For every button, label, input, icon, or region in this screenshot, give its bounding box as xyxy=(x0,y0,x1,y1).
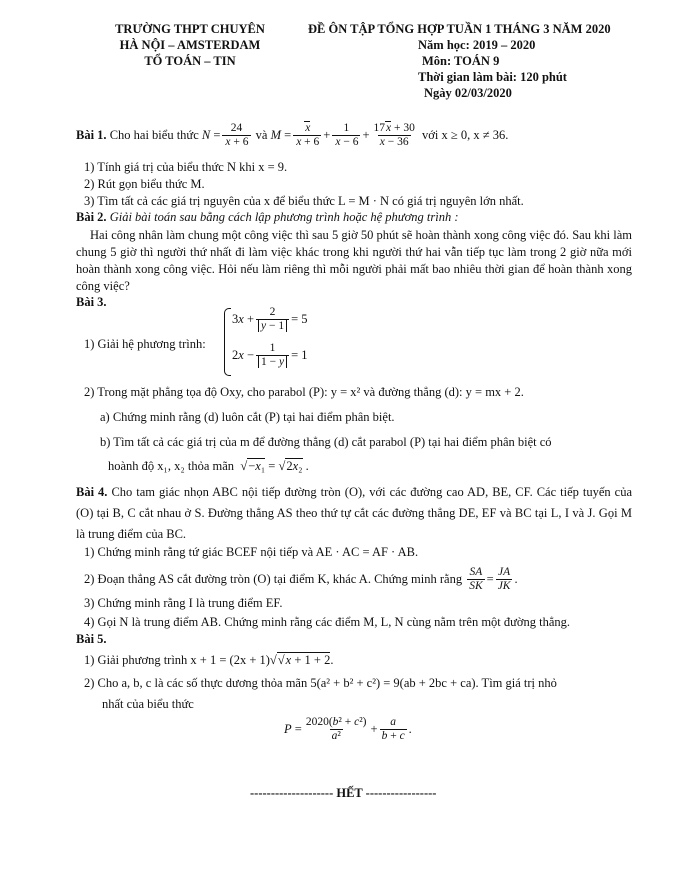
bai5-q1: 1) Giải phương trình x + 1 = (2x + 1)√√x + 1 + 2. xyxy=(84,653,334,667)
bai5-expression-P: P = $\frac{\text{2020(b² + c²)}}{\text{a²}}$ + $\frac{a}{b + c}$ . xyxy=(284,716,412,742)
bai5-q2-line1: 2) Cho a, b, c là các số thực dương thỏa mãn 5(a² + b² + c²) = 9(ab + 2bc + ca). Tìm giá trị nhỏ xyxy=(84,676,557,690)
subject: Môn: TOÁN 9 xyxy=(422,54,500,68)
school-name-line1: TRƯỜNG THPT CHUYÊN xyxy=(115,22,265,36)
bai4-q4: 4) Gọi N là trung điểm AB. Chứng minh rằng các điểm M, L, N cùng nằm trên một đường thẳng. xyxy=(84,615,571,629)
bai1-q1: 1) Tính giá trị của biểu thức N khi x = 9. xyxy=(84,160,288,174)
end-marker: -------------------- HẾT ----------------- xyxy=(250,786,437,800)
department: TỔ TOÁN – TIN xyxy=(144,54,236,68)
system-eq2: 2 x − $\frac{1}{1 - y}$ = 1 xyxy=(232,342,308,368)
bai1-statement: Bài 1. Cho hai biểu thức N = $\frac{24}{x + 6}$ và M = $\frac{x}{x + 6}$ + $\frac{1}{x - 6}$ + $\frac{17x + 30}{x - 36}$ với x ≥ 0, x ≠ 36. xyxy=(76,122,509,148)
bai3-q1: 1) Giải hệ phương trình: xyxy=(84,337,206,351)
bai4-q3: 3) Chứng minh rằng I là trung điểm EF. xyxy=(84,596,283,610)
bai1-q3: 3) Tìm tất cả các giá trị nguyên của x để biểu thức L = M · N có giá trị nguyên lớn nhất. xyxy=(84,194,524,208)
school-name-line2: HÀ NỘI – AMSTERDAM xyxy=(119,38,261,52)
bai2-problem-text: Hai công nhân làm chung một công việc thì sau 5 giờ 50 phút sẽ hoàn thành xong công việc đó. Sau khi làm chung 5 giờ thì người thứ nhất đi làm việc khác trong khi người thứ hai vẫn tiếp tục làm trong 2 giờ nữa mới hoàn thành xong công việc. Hỏi nếu làm riêng thì mỗi người phải mất bao nhiêu thời gian để hoàn thành xong công việc? xyxy=(76,228,632,293)
bai4-q1: 1) Chứng minh rằng tứ giác BCEF nội tiếp và AE · AC = AF · AB. xyxy=(84,545,419,559)
bai3-qb-line1: b) Tìm tất cả các giá trị của m để đường thẳng (d) cắt parabol (P) tại hai điểm phân biệt có xyxy=(100,435,552,449)
exam-time: Thời gian làm bài: 120 phút xyxy=(418,70,567,84)
exam-date: Ngày 02/03/2020 xyxy=(424,86,512,100)
exam-title: ĐỀ ÔN TẬP TỔNG HỢP TUẦN 1 THÁNG 3 NĂM 2020 xyxy=(308,22,611,36)
system-eq1: 3 x + $\frac{2}{y - 1}$ = 5 xyxy=(232,306,308,332)
bai2-heading xyxy=(76,210,459,225)
school-year: Năm học: 2019 – 2020 xyxy=(418,38,536,52)
bai4-q2: 2) Đoạn thẳng AS cắt đường tròn (O) tại điểm K, khác A. Chứng minh rằng $\frac{SA}{SK}$ = $\frac{JA}{JK}$ . xyxy=(84,566,518,592)
bai3-q2: 2) Trong mặt phẳng tọa độ Oxy, cho parabol (P): y = x² và đường thẳng (d): y = mx + 2. xyxy=(84,385,524,399)
bai4-statement: Bài 4. Cho tam giác nhọn ABC nội tiếp đường tròn (O), với các đường cao AD, BE, CF. Các tiếp tuyến của (O) tại B, C cắt nhau ở S. Đường thẳng AS theo thứ tự cắt các đường thẳng DE, EF và BC tại L, I và J. Gọi M là trung điểm của BC. xyxy=(76,485,632,541)
bai4-label: Bài 4. xyxy=(76,485,108,499)
bai3-qa: a) Chứng minh rằng (d) luôn cắt (P) tại hai điểm phân biệt. xyxy=(100,410,395,424)
bai3-label: Bài 3. xyxy=(76,295,107,309)
bai3-qb-line2: hoành độ x₁, x₂ thỏa mãn √−x₁ = √2x₂ . xyxy=(108,459,309,473)
bai5-q2-line2: nhất của biểu thức xyxy=(102,697,194,711)
system-brace xyxy=(224,308,231,376)
bai5-label: Bài 5. xyxy=(76,632,107,646)
bai2-label: Bài 2. xyxy=(76,210,107,224)
bai1-label: Bài 1. xyxy=(76,128,107,142)
bai1-q2: 2) Rút gọn biểu thức M. xyxy=(84,177,205,191)
bai2-instruction: Giải bài toán sau bằng cách lập phương trình hoặc hệ phương trình : xyxy=(109,210,459,224)
